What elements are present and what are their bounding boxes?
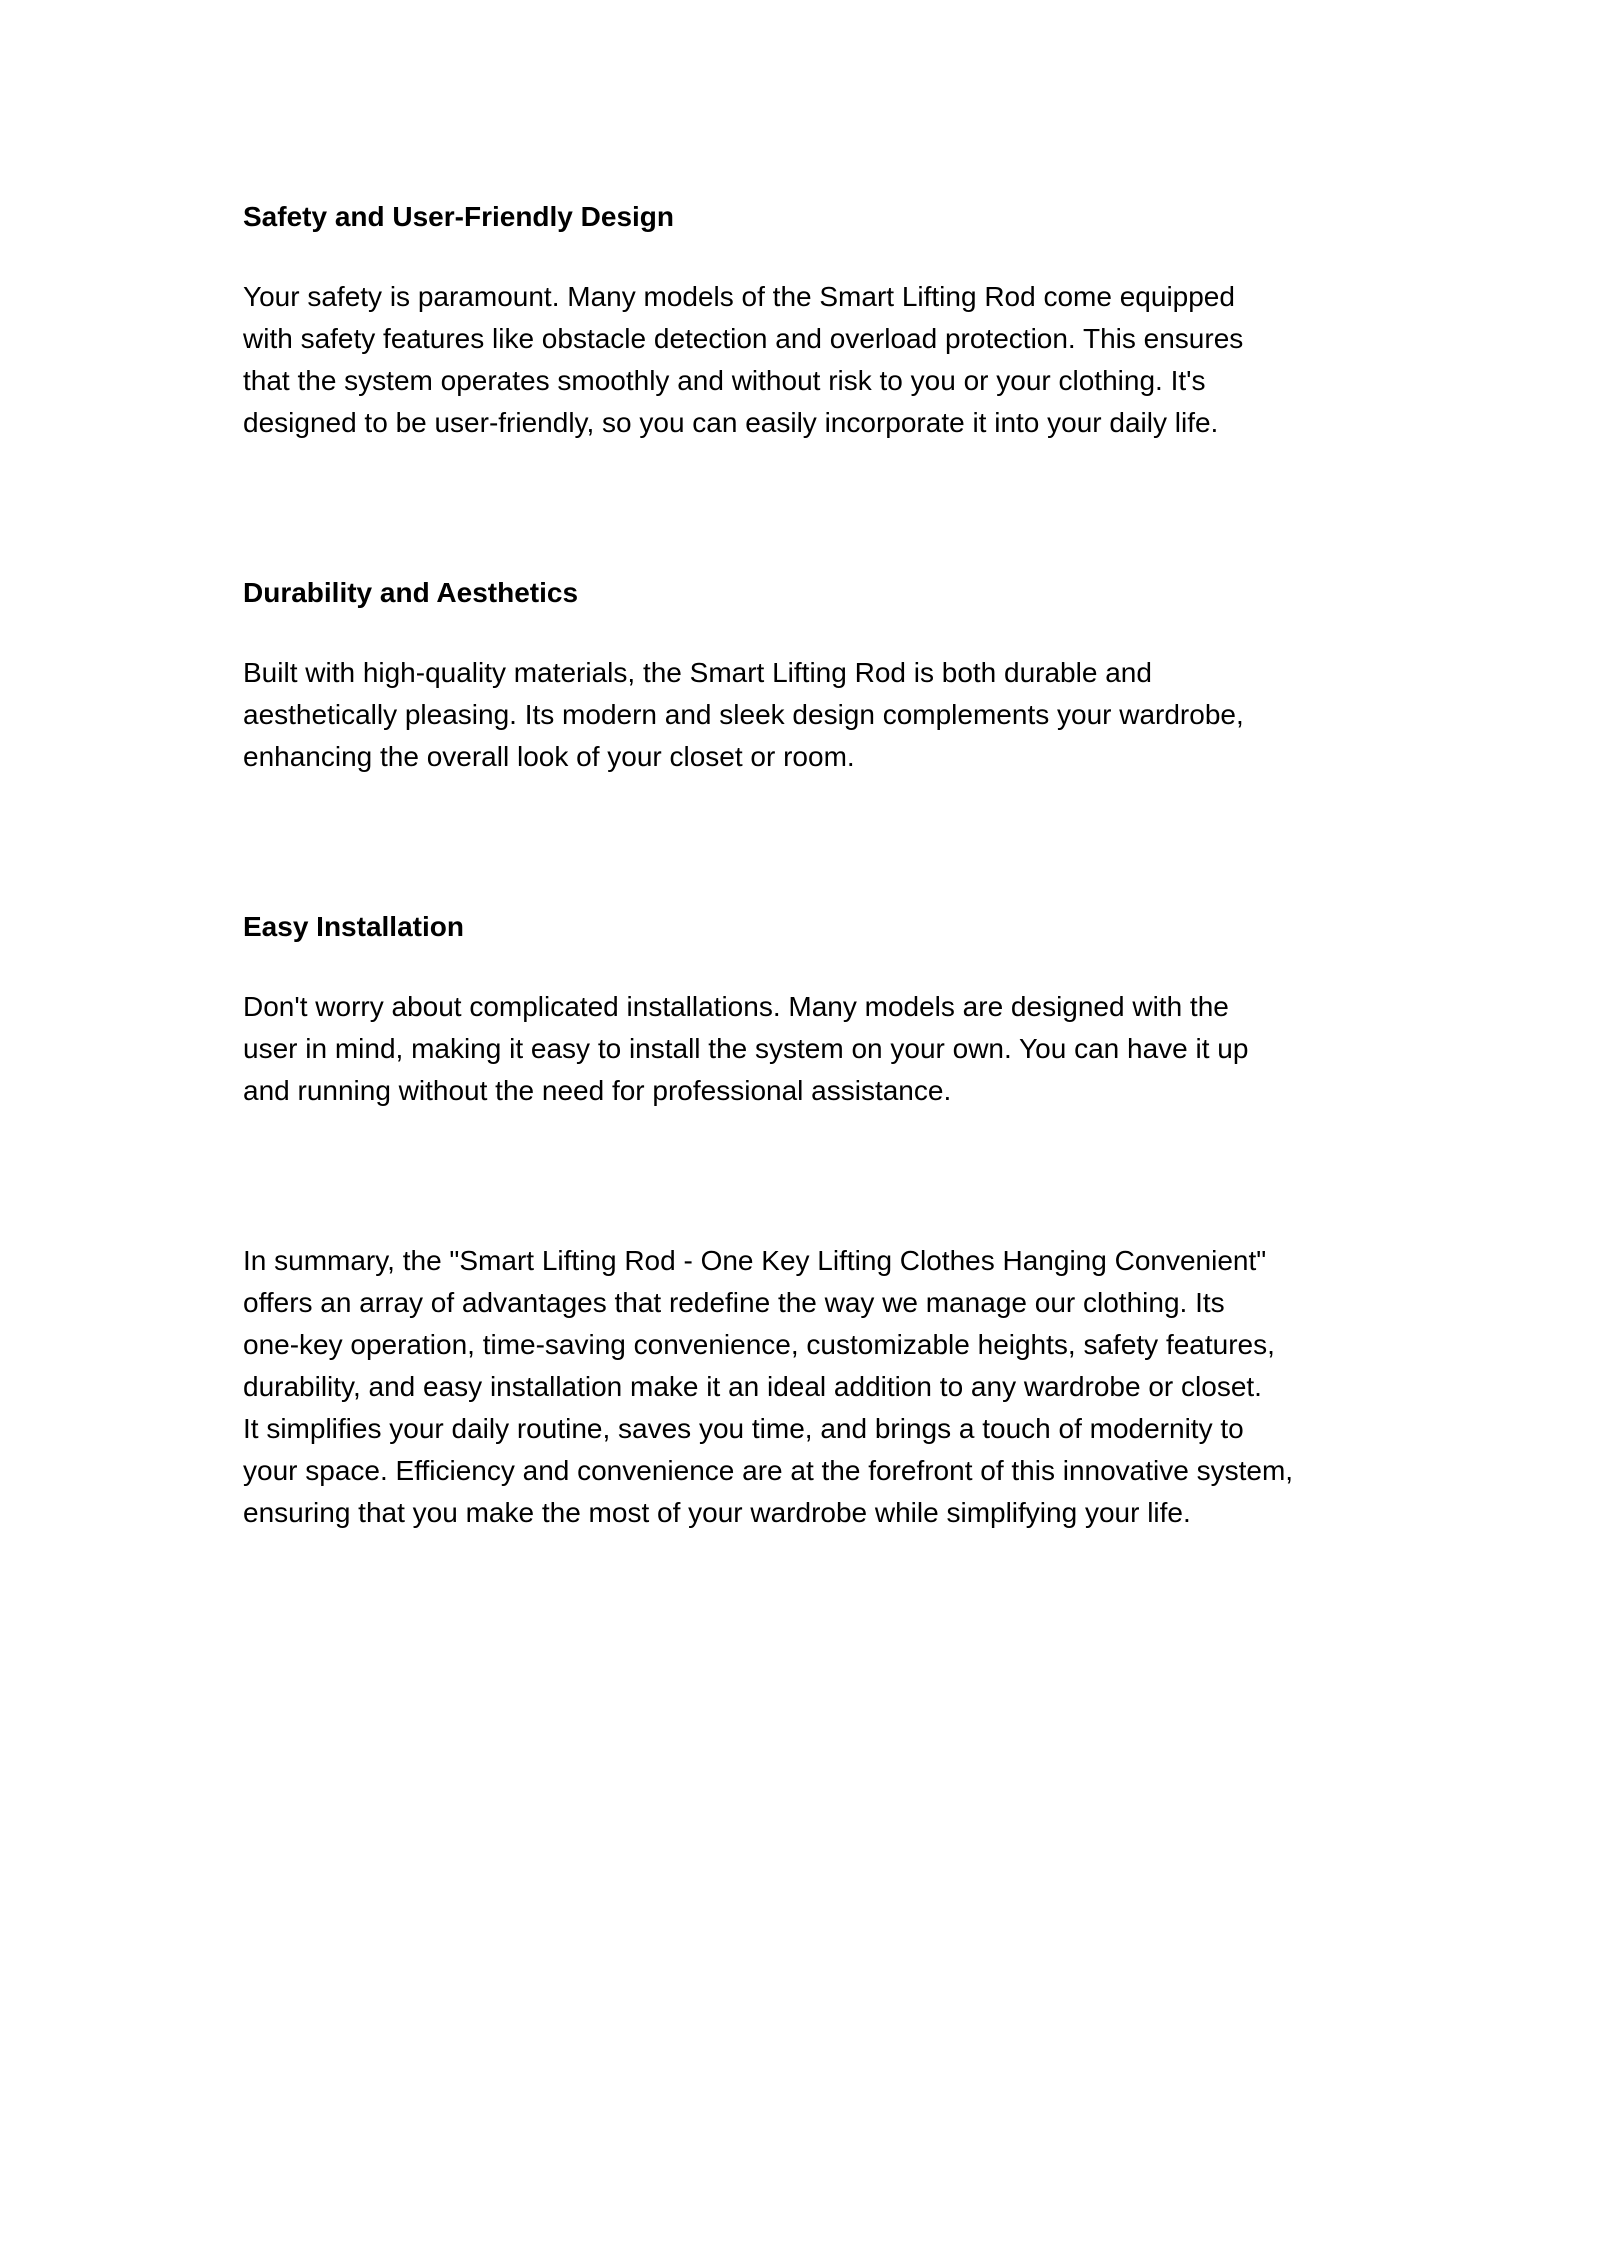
section-heading: Durability and Aesthetics: [243, 577, 579, 608]
paragraph-line: your space. Efficiency and convenience are at the forefront of this innovative system,: [243, 1455, 1294, 1486]
paragraph-line: aesthetically pleasing. Its modern and sleek design complements your wardrobe,: [243, 699, 1244, 730]
paragraph-line: that the system operates smoothly and without risk to you or your clothing. It's: [243, 365, 1206, 396]
section-durability: [243, 572, 1373, 778]
document-body: [243, 196, 1373, 1534]
section-summary: [243, 1240, 1373, 1534]
paragraph-line: ensuring that you make the most of your wardrobe while simplifying your life.: [243, 1497, 1191, 1528]
section-heading: Safety and User-Friendly Design: [243, 201, 675, 232]
section-paragraph: [243, 652, 1373, 778]
paragraph-line: and running without the need for professional assistance.: [243, 1075, 952, 1106]
paragraph-line: one-key operation, time-saving convenience, customizable heights, safety features,: [243, 1329, 1275, 1360]
summary-paragraph: [243, 1240, 1373, 1534]
section-paragraph: [243, 276, 1373, 444]
paragraph-line: In summary, the "Smart Lifting Rod - One Key Lifting Clothes Hanging Convenient": [243, 1245, 1267, 1276]
paragraph-line: Built with high-quality materials, the Smart Lifting Rod is both durable and: [243, 657, 1152, 688]
paragraph-line: It simplifies your daily routine, saves you time, and brings a touch of modernity to: [243, 1413, 1244, 1444]
section-installation: [243, 906, 1373, 1112]
paragraph-line: with safety features like obstacle detection and overload protection. This ensures: [243, 323, 1244, 354]
paragraph-line: designed to be user-friendly, so you can easily incorporate it into your daily life.: [243, 407, 1219, 438]
paragraph-line: Your safety is paramount. Many models of the Smart Lifting Rod come equipped: [243, 281, 1235, 312]
paragraph-line: Don't worry about complicated installations. Many models are designed with the: [243, 991, 1229, 1022]
paragraph-line: durability, and easy installation make it an ideal addition to any wardrobe or closet.: [243, 1371, 1262, 1402]
section-heading: Easy Installation: [243, 911, 464, 942]
paragraph-line: user in mind, making it easy to install the system on your own. You can have it up: [243, 1033, 1249, 1064]
paragraph-line: offers an array of advantages that redefine the way we manage our clothing. Its: [243, 1287, 1225, 1318]
paragraph-line: enhancing the overall look of your closet or room.: [243, 741, 855, 772]
section-paragraph: [243, 986, 1373, 1112]
section-safety: [243, 196, 1373, 444]
